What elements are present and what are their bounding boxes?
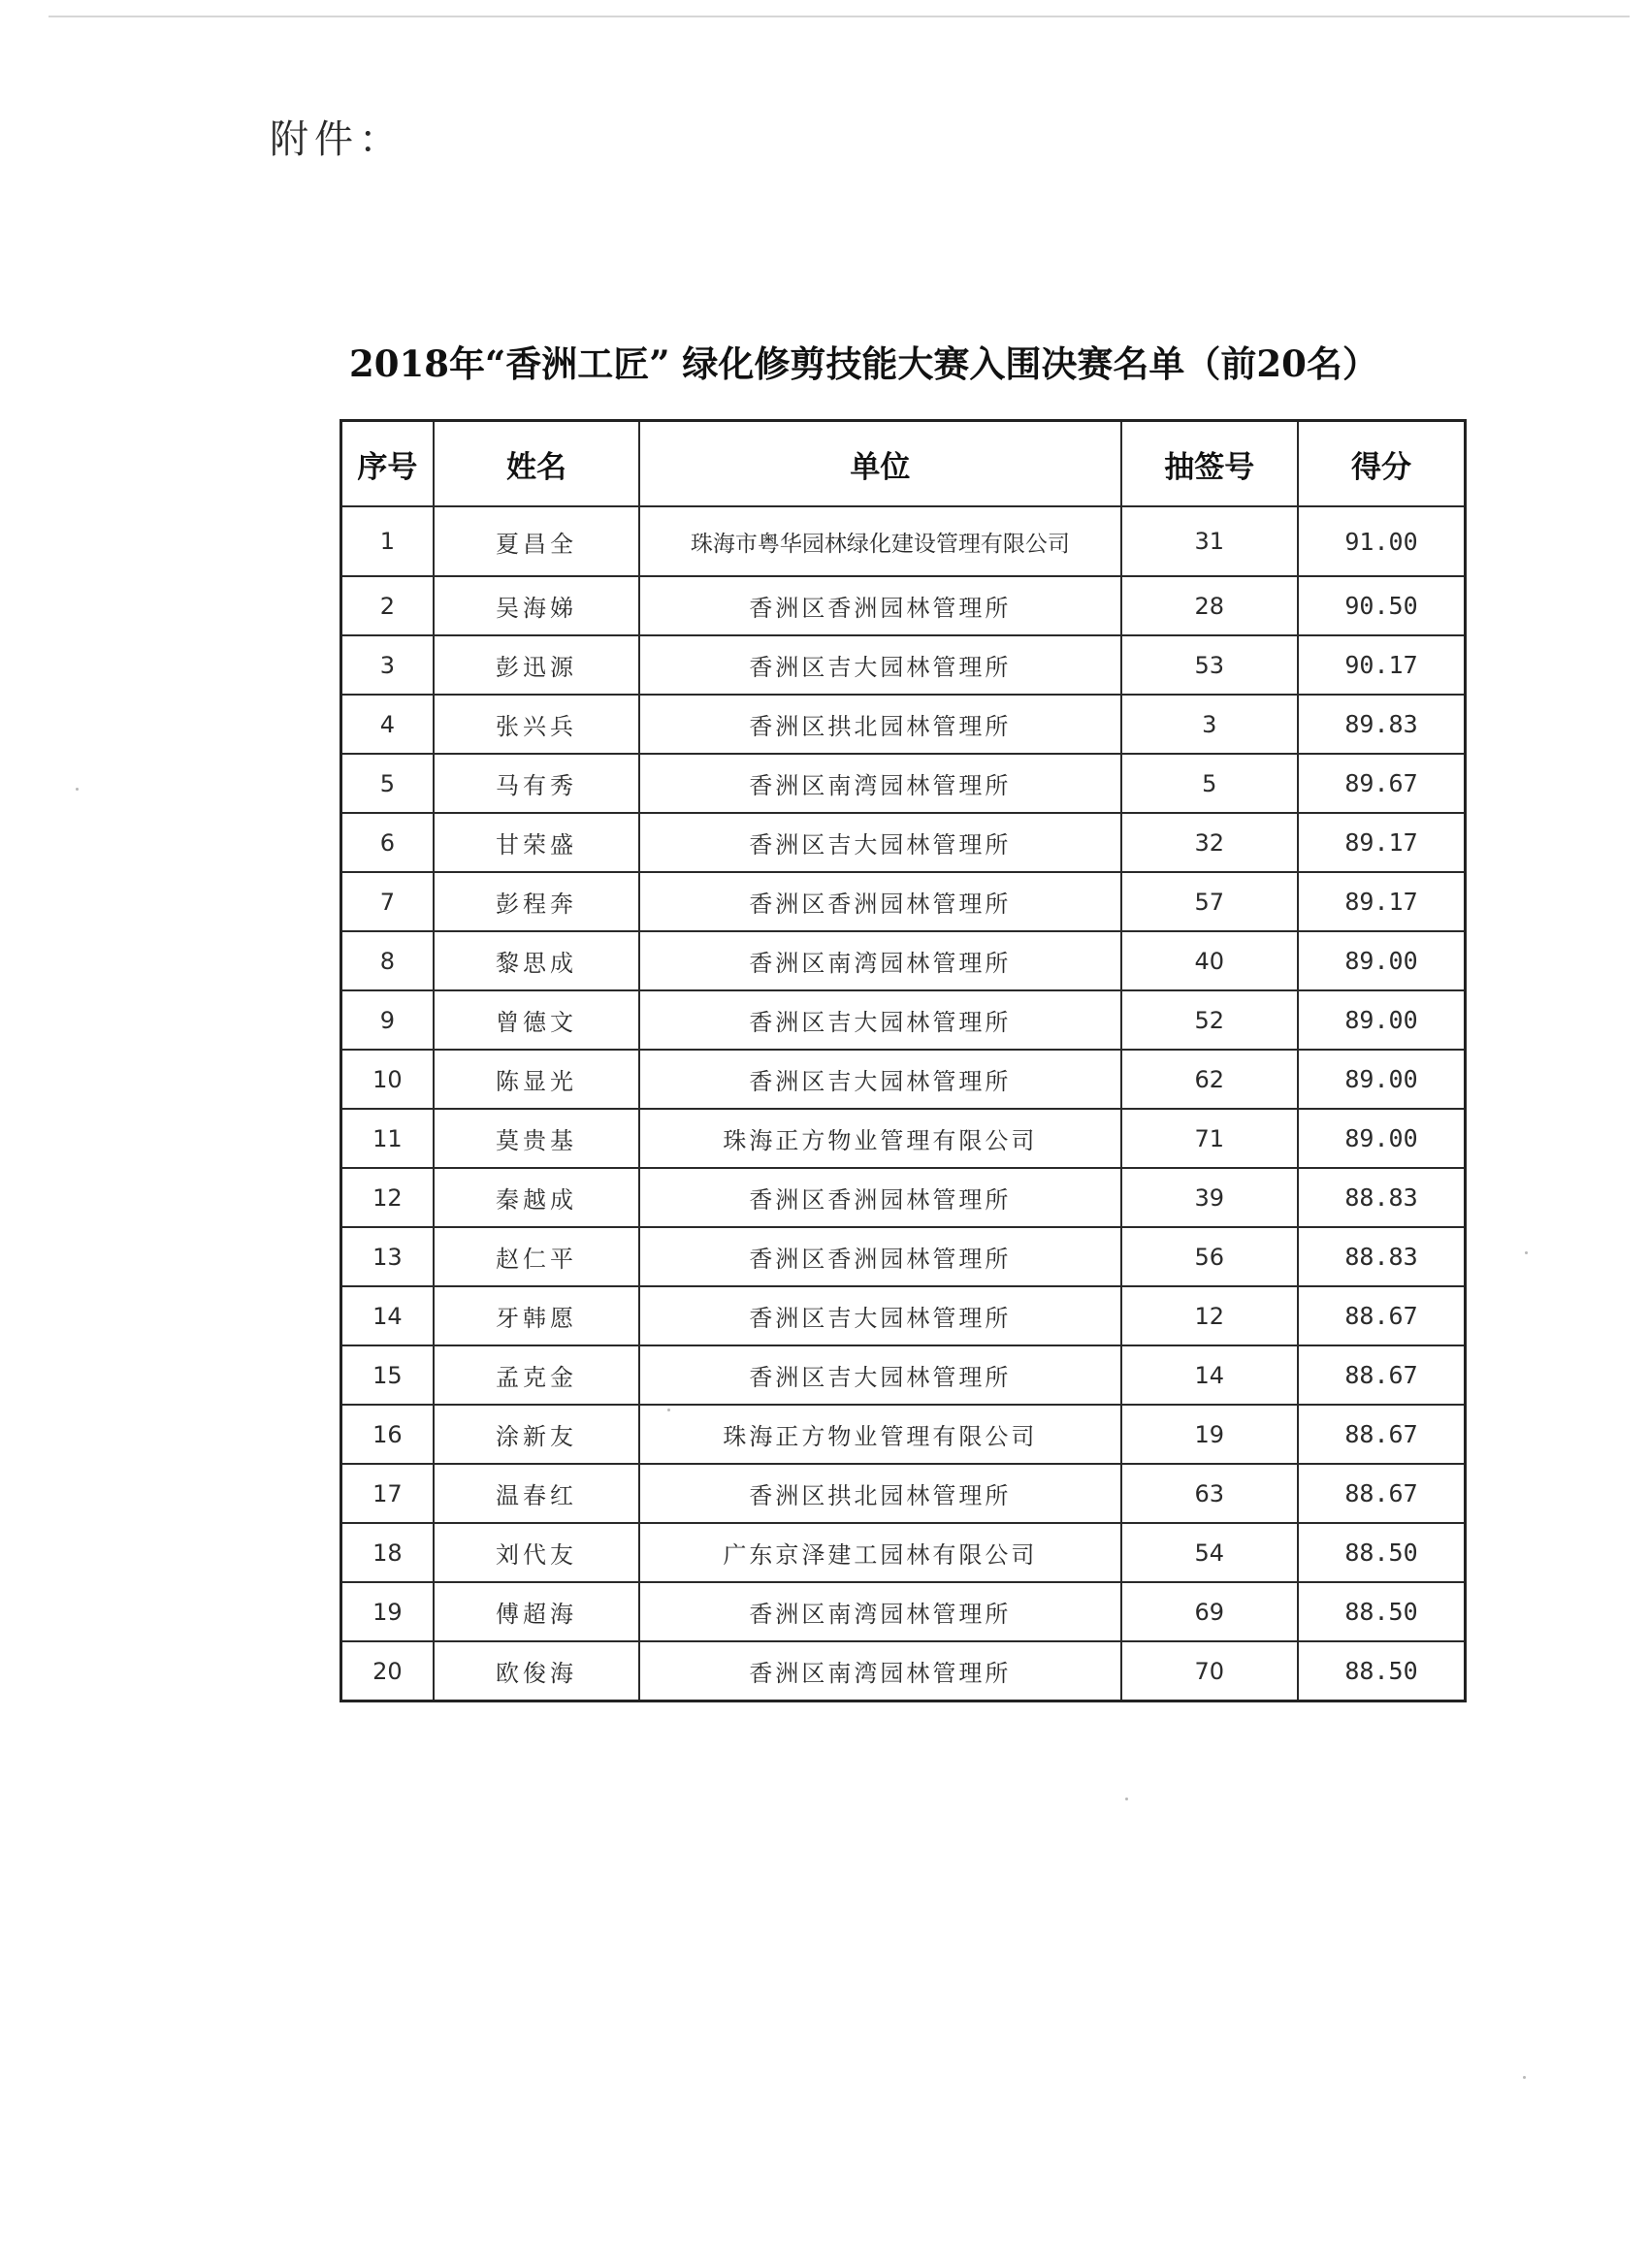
cell-name: 傅超海 (434, 1582, 640, 1641)
cell-unit: 香洲区吉大园林管理所 (639, 1345, 1120, 1405)
table-row (341, 1227, 1466, 1286)
cell-unit: 香洲区吉大园林管理所 (639, 1286, 1120, 1345)
table-row (341, 754, 1466, 813)
cell-unit: 香洲区香洲园林管理所 (639, 1168, 1120, 1227)
table-row (341, 1641, 1466, 1701)
cell-serial: 2 (341, 576, 434, 635)
cell-serial: 9 (341, 990, 434, 1050)
cell-unit: 香洲区南湾园林管理所 (639, 931, 1120, 990)
header-draw-number: 抽签号 (1121, 421, 1298, 507)
cell-draw-number: 70 (1121, 1641, 1298, 1701)
cell-score: 88.83 (1298, 1168, 1465, 1227)
cell-score: 88.50 (1298, 1641, 1465, 1701)
cell-name: 夏昌全 (434, 506, 640, 576)
table-row (341, 813, 1466, 872)
cell-score: 89.00 (1298, 990, 1465, 1050)
scan-speck (1525, 1251, 1528, 1254)
cell-score: 89.00 (1298, 1050, 1465, 1109)
cell-score: 88.83 (1298, 1227, 1465, 1286)
cell-draw-number: 63 (1121, 1464, 1298, 1523)
cell-score: 89.00 (1298, 931, 1465, 990)
cell-unit: 香洲区吉大园林管理所 (639, 813, 1120, 872)
cell-draw-number: 3 (1121, 695, 1298, 754)
table-row (341, 1405, 1466, 1464)
table-row (341, 695, 1466, 754)
cell-score: 89.67 (1298, 754, 1465, 813)
table-row (341, 1050, 1466, 1109)
cell-draw-number: 62 (1121, 1050, 1298, 1109)
cell-score: 88.67 (1298, 1286, 1465, 1345)
scan-speck (76, 788, 79, 791)
cell-score: 88.67 (1298, 1464, 1465, 1523)
cell-score: 89.17 (1298, 872, 1465, 931)
table-row (341, 990, 1466, 1050)
attachment-label: 附件： (270, 117, 404, 162)
cell-draw-number: 40 (1121, 931, 1298, 990)
cell-draw-number: 39 (1121, 1168, 1298, 1227)
cell-name: 欧俊海 (434, 1641, 640, 1701)
cell-name: 马有秀 (434, 754, 640, 813)
cell-unit: 珠海正方物业管理有限公司 (639, 1405, 1120, 1464)
cell-score: 88.50 (1298, 1523, 1465, 1582)
cell-name: 甘荣盛 (434, 813, 640, 872)
cell-score: 89.17 (1298, 813, 1465, 872)
cell-unit: 香洲区香洲园林管理所 (639, 576, 1120, 635)
cell-score: 91.00 (1298, 506, 1465, 576)
cell-name: 涂新友 (434, 1405, 640, 1464)
cell-score: 90.17 (1298, 635, 1465, 695)
cell-serial: 1 (341, 506, 434, 576)
table-row (341, 506, 1466, 576)
scan-speck (1125, 1798, 1128, 1800)
cell-serial: 5 (341, 754, 434, 813)
cell-draw-number: 56 (1121, 1227, 1298, 1286)
cell-serial: 16 (341, 1405, 434, 1464)
cell-draw-number: 5 (1121, 754, 1298, 813)
cell-serial: 17 (341, 1464, 434, 1523)
header-unit: 单位 (639, 421, 1120, 507)
cell-score: 89.00 (1298, 1109, 1465, 1168)
cell-unit: 香洲区拱北园林管理所 (639, 695, 1120, 754)
cell-serial: 10 (341, 1050, 434, 1109)
table-row (341, 1109, 1466, 1168)
cell-score: 88.67 (1298, 1405, 1465, 1464)
cell-unit: 香洲区南湾园林管理所 (639, 1582, 1120, 1641)
cell-unit: 香洲区香洲园林管理所 (639, 1227, 1120, 1286)
scan-speck (1523, 2076, 1526, 2079)
cell-serial: 4 (341, 695, 434, 754)
table-row (341, 1168, 1466, 1227)
cell-score: 88.50 (1298, 1582, 1465, 1641)
cell-unit: 香洲区吉大园林管理所 (639, 1050, 1120, 1109)
table-row (341, 1582, 1466, 1641)
cell-serial: 18 (341, 1523, 434, 1582)
table-header-row (341, 421, 1466, 507)
cell-draw-number: 12 (1121, 1286, 1298, 1345)
cell-unit: 珠海正方物业管理有限公司 (639, 1109, 1120, 1168)
cell-score: 89.83 (1298, 695, 1465, 754)
cell-name: 黎思成 (434, 931, 640, 990)
cell-unit: 香洲区香洲园林管理所 (639, 872, 1120, 931)
cell-unit: 香洲区南湾园林管理所 (639, 1641, 1120, 1701)
cell-name: 彭程奔 (434, 872, 640, 931)
cell-name: 莫贵基 (434, 1109, 640, 1168)
cell-score: 88.67 (1298, 1345, 1465, 1405)
header-score: 得分 (1298, 421, 1465, 507)
header-serial: 序号 (341, 421, 434, 507)
cell-unit: 香洲区拱北园林管理所 (639, 1464, 1120, 1523)
cell-name: 孟克金 (434, 1345, 640, 1405)
cell-unit: 香洲区南湾园林管理所 (639, 754, 1120, 813)
table-row (341, 635, 1466, 695)
table-row (341, 1345, 1466, 1405)
cell-unit: 珠海市粤华园林绿化建设管理有限公司 (639, 506, 1120, 576)
table-row (341, 576, 1466, 635)
cell-name: 刘代友 (434, 1523, 640, 1582)
cell-serial: 19 (341, 1582, 434, 1641)
cell-serial: 6 (341, 813, 434, 872)
document-title: 2018年“香洲工匠” 绿化修剪技能大赛入围决赛名单（前20名） (349, 342, 1378, 385)
cell-unit: 广东京泽建工园林有限公司 (639, 1523, 1120, 1582)
cell-draw-number: 31 (1121, 506, 1298, 576)
table-row (341, 1464, 1466, 1523)
cell-draw-number: 54 (1121, 1523, 1298, 1582)
cell-serial: 12 (341, 1168, 434, 1227)
cell-name: 陈显光 (434, 1050, 640, 1109)
table-row (341, 872, 1466, 931)
table-row (341, 1523, 1466, 1582)
cell-serial: 15 (341, 1345, 434, 1405)
cell-name: 吴海娣 (434, 576, 640, 635)
cell-name: 曾德文 (434, 990, 640, 1050)
cell-serial: 11 (341, 1109, 434, 1168)
cell-draw-number: 52 (1121, 990, 1298, 1050)
cell-name: 温春红 (434, 1464, 640, 1523)
cell-draw-number: 32 (1121, 813, 1298, 872)
cell-draw-number: 28 (1121, 576, 1298, 635)
cell-name: 秦越成 (434, 1168, 640, 1227)
cell-draw-number: 57 (1121, 872, 1298, 931)
cell-serial: 3 (341, 635, 434, 695)
cell-unit: 香洲区吉大园林管理所 (639, 990, 1120, 1050)
header-name: 姓名 (434, 421, 640, 507)
cell-serial: 7 (341, 872, 434, 931)
cell-name: 彭迅源 (434, 635, 640, 695)
cell-name: 张兴兵 (434, 695, 640, 754)
scan-speck (667, 1409, 670, 1411)
cell-draw-number: 19 (1121, 1405, 1298, 1464)
cell-serial: 13 (341, 1227, 434, 1286)
cell-score: 90.50 (1298, 576, 1465, 635)
scan-edge-line (48, 16, 1630, 17)
table-body (341, 506, 1466, 1701)
cell-name: 牙韩愿 (434, 1286, 640, 1345)
cell-serial: 8 (341, 931, 434, 990)
cell-name: 赵仁平 (434, 1227, 640, 1286)
finalist-table (340, 419, 1467, 1702)
table-row (341, 931, 1466, 990)
cell-draw-number: 53 (1121, 635, 1298, 695)
table-row (341, 1286, 1466, 1345)
cell-draw-number: 69 (1121, 1582, 1298, 1641)
cell-unit: 香洲区吉大园林管理所 (639, 635, 1120, 695)
cell-draw-number: 14 (1121, 1345, 1298, 1405)
cell-draw-number: 71 (1121, 1109, 1298, 1168)
cell-serial: 20 (341, 1641, 434, 1701)
cell-serial: 14 (341, 1286, 434, 1345)
